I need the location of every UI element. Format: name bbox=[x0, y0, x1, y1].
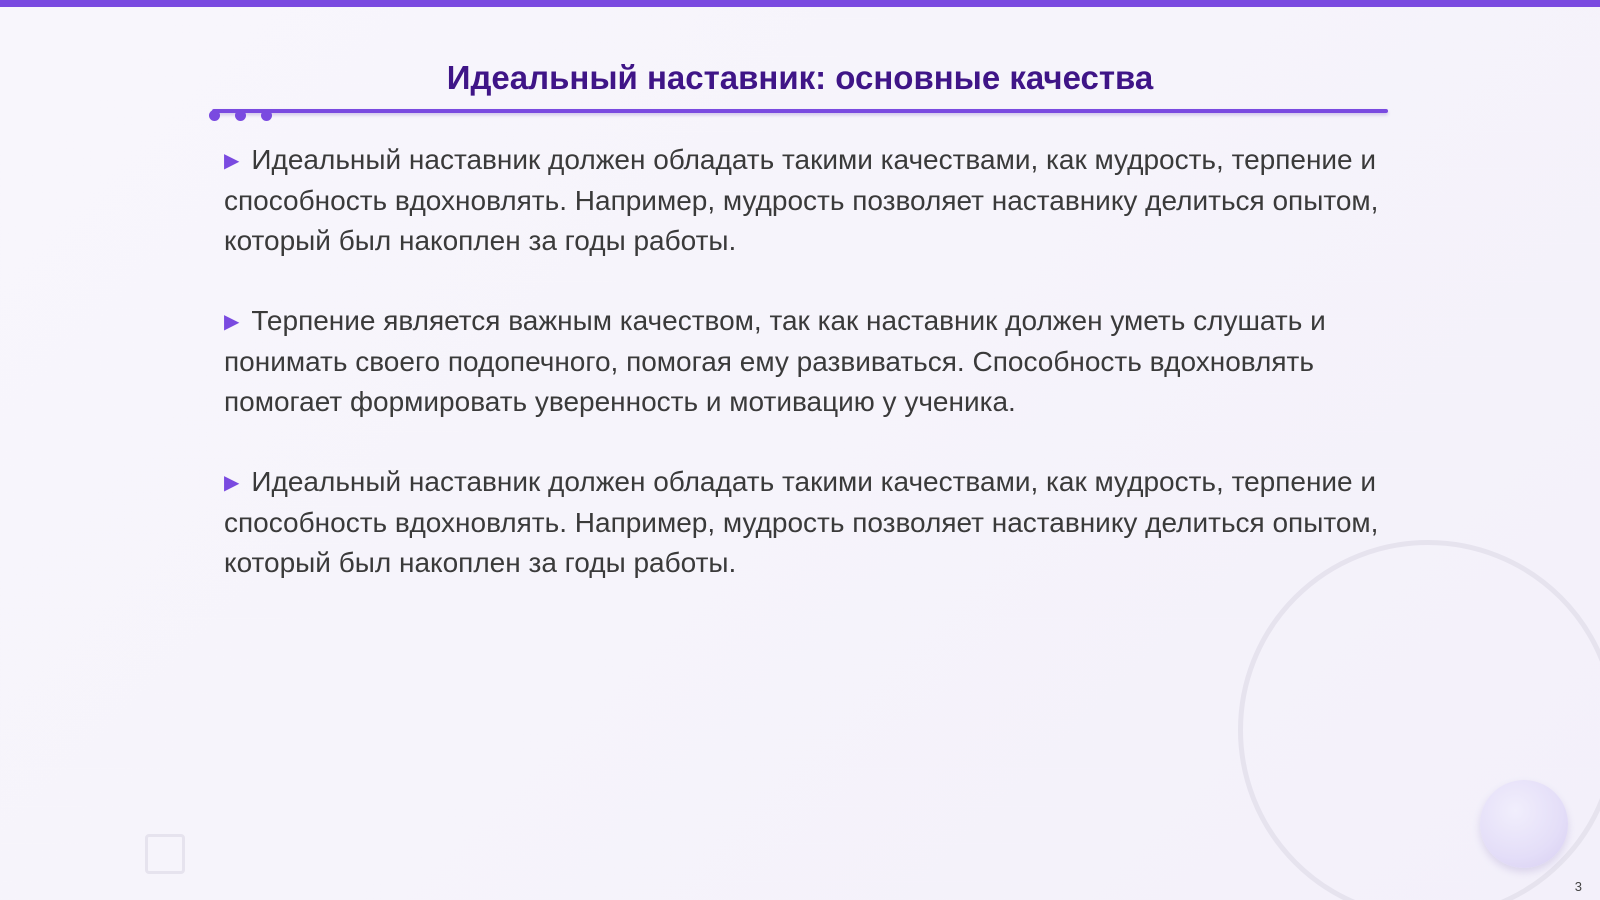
underline-dot bbox=[235, 110, 246, 121]
bullet-item bbox=[224, 301, 1404, 422]
top-accent-bar bbox=[0, 0, 1600, 7]
underline-dot bbox=[209, 110, 220, 121]
bullet-item bbox=[224, 140, 1404, 261]
bullet-list bbox=[224, 140, 1404, 623]
title-underline bbox=[212, 109, 1388, 113]
bullet-item bbox=[224, 462, 1404, 583]
underline-dot bbox=[261, 110, 272, 121]
triangle-bullet-icon: ▶ bbox=[224, 150, 240, 172]
bullet-text: Идеальный наставник должен обладать такими качествами, как мудрость, терпение и способность вдохновлять. Например, мудрость позволяет наставнику делиться опытом, который был накоплен за годы работы. bbox=[224, 144, 1379, 256]
bullet-text: Терпение является важным качеством, так как наставник должен уметь слушать и понимать своего подопечного, помогая ему развиваться. Способность вдохновлять помогает формировать уверенность и мотивацию у ученика. bbox=[224, 305, 1326, 417]
decorative-square bbox=[145, 834, 185, 874]
bullet-text: Идеальный наставник должен обладать такими качествами, как мудрость, терпение и способность вдохновлять. Например, мудрость позволяет наставнику делиться опытом, который был накоплен за годы работы. bbox=[224, 466, 1379, 578]
triangle-bullet-icon: ▶ bbox=[224, 311, 240, 333]
page-number: 3 bbox=[1574, 879, 1582, 894]
slide-title: Идеальный наставник: основные качества bbox=[446, 59, 1154, 96]
decorative-sphere bbox=[1480, 780, 1568, 868]
triangle-bullet-icon: ▶ bbox=[224, 472, 240, 494]
